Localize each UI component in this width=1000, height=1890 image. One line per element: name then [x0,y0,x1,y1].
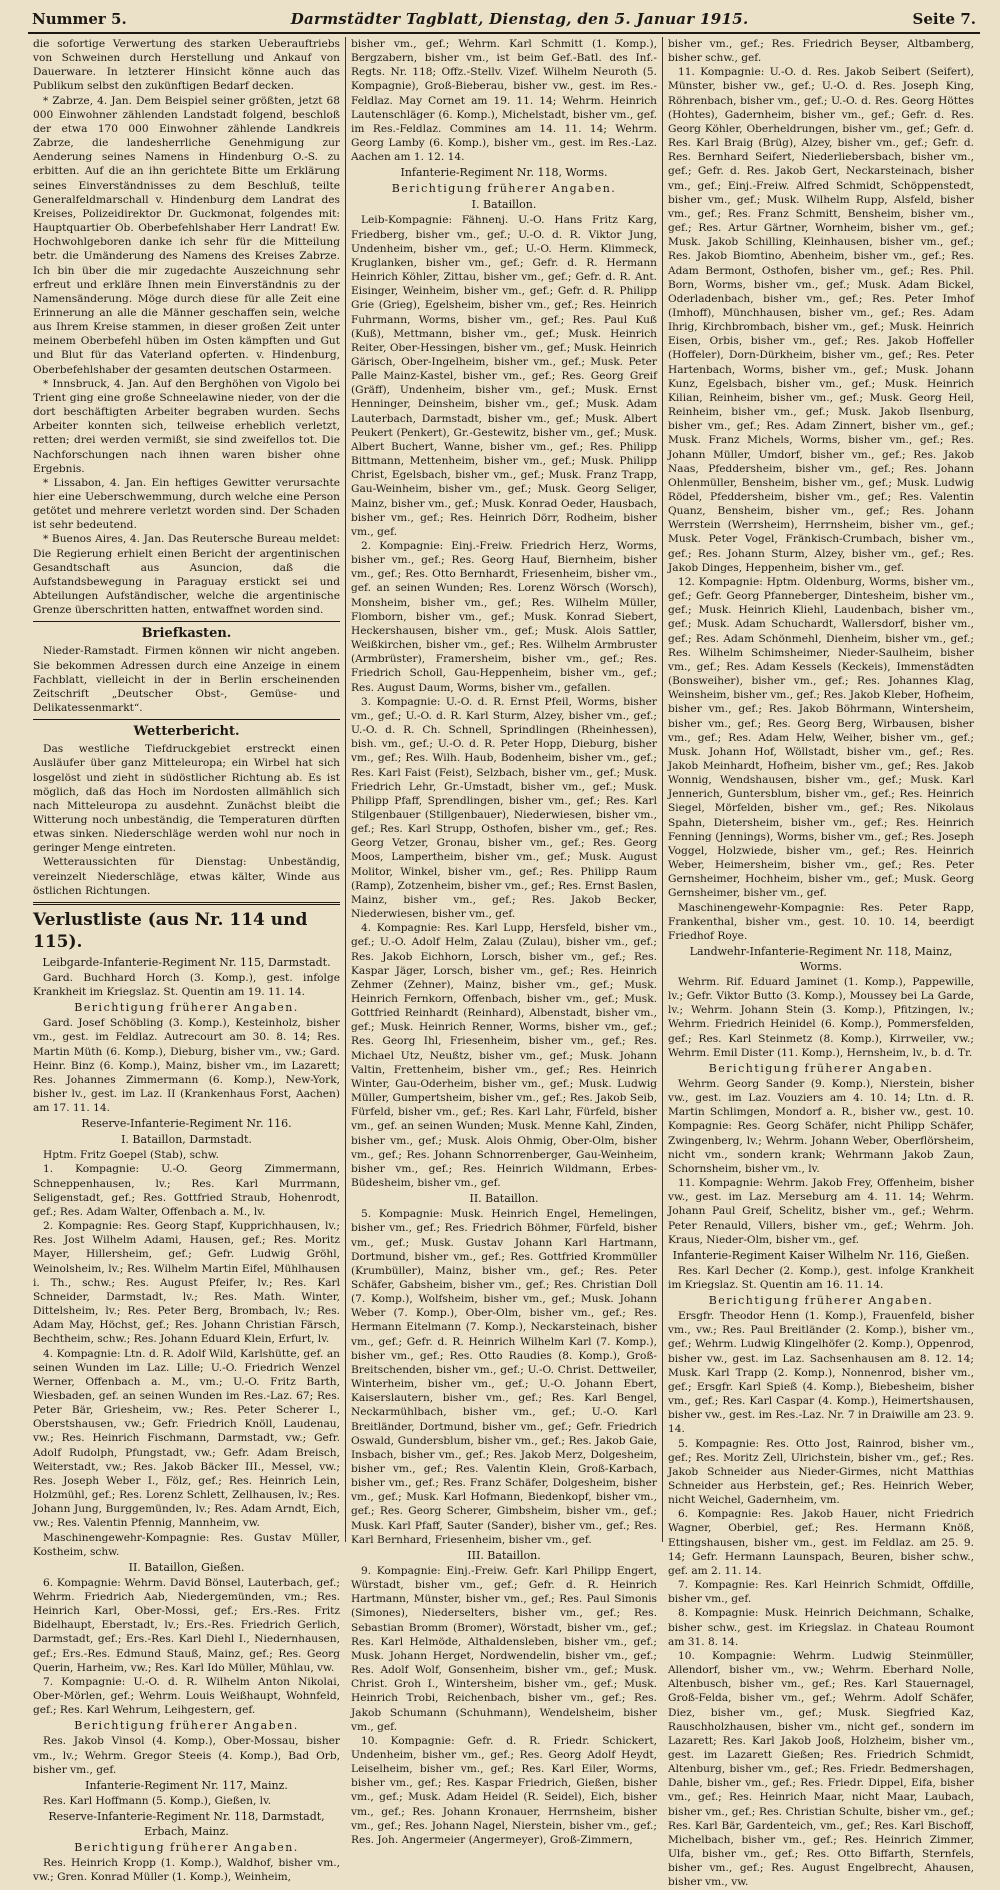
subheading: Berichtigung früherer Angaben. [708,1061,934,1075]
paragraph: Ersgfr. Theodor Henn (1. Komp.), Frauenfeld, bisher vm., vw.; Res. Paul Breitländer (2. Komp.), bisher vm., gef.; Wehrm. Ludwig Klingelhöfer (2. Komp.), Oppenrod, bisher vw., gest. im Laz. Sachsenhausen am 8. 12. 14; Musk. Karl Trapp (2. Komp.), Nonnenrod, bisher vm., gef.; Ersgfr. Karl Spieß (4. Komp.), Biebesheim, bisher vm., gef.; Res. Karl Caspar (4. Komp.), Heimertshausen, bisher vw., gest. im Res.-Laz. Nr. 7 in Draiwille am 23. 9. 14. [668,1310,974,1436]
paragraph: Gard. Josef Schöbling (3. Komp.), Kesteinholz, bisher vm., gest. im Feldlaz. Autrecourt am 30. 8. 14; Res. Martin Müth (6. Komp.), Dieburg, bisher vm., vw.; Gard. Heinr. Binz (6. Komp.), Mainz, bisher vm., im Lazarett; Res. Johannes Zimmermann (6. Komp.), New-York, bisher lv., gest. im Laz. II (Krankenhaus Forst, Aachen) am 17. 11. 14. [33,1017,340,1115]
unit-heading: Infanterie-Regiment Kaiser Wilhelm Nr. 116, Gießen. [672,1248,970,1262]
paragraph: Gard. Buchhard Horch (3. Komp.), gest. infolge Krankheit im Kriegslaz. St. Quentin am 19. 11. 14. [33,971,340,999]
paragraph: Leib-Kompagnie: Fähnenj. U.-O. Hans Fritz Karg, Friedberg, bisher vm., gef.; U.-O. d. R. Viktor Jung, Undenheim, bisher vm., gef.; U.-O. Herm. Klimmeck, Kruglanken, bisher vm., gef.; Gefr. d. R. Hermann Heinrich Köhler, Zittau, bisher vm., gef.; Gefr. d. R. Ant. Eisinger, Weinheim, bisher vm., gef.; Gefr. d. R. Philipp Grie (Grieg), Egelsheim, bisher vm., gef.; Res. Heinrich Fuhrmann, Worms, bisher vm., gef.; Res. Paul Kuß (Kuß), Mettmann, bisher vm., gef.; Musk. Heinrich Reiter, Ober-Hessingen, bisher vm., gef.; Musk. Heinrich Gärisch, Ober-Ingelheim, bisher vm., gef.; Musk. Peter Palle Mainz-Kastel, bisher vm., gef.; Res. Georg Greif (Gräff), Undenheim, bisher vm., gef.; Musk. Ernst Henninger, Deinsheim, bisher vm., gef.; Musk. Adam Lauterbach, Darmstadt, bisher vm., gef.; Musk. Albert Peukert (Penkert), Gr.-Gestewitz, bisher vm., gef.; Musk. Albert Buchert, Wanne, bisher vm., gef.; Res. Philipp Bittmann, Mettenheim, bisher vm., gef.; Musk. Philipp Christ, Egelsbach, bisher vm., gef.; Musk. Franz Trapp, Gau-Weinheim, bisher vm., gef.; Musk. Georg Seliger, Mainz, bisher vm., gef.; Musk. Konrad Oeder, Hausbach, bisher vm., gef.; Res. Heinrich Dörr, Rodheim, bisher vm., gef. [351,214,657,538]
paragraph: 1. Kompagnie: U.-O. Georg Zimmermann, Schneppenhausen, lv.; Res. Karl Murrmann, Seligenstadt, gef.; Res. Gottfried Straub, Hohenrodt, gef.; Res. Adam Walter, Offenbach a. M., lv. [33,1163,340,1218]
paragraph: 8. Kompagnie: Musk. Heinrich Deichmann, Schalke, bisher schw., gest. im Kriegslaz. in Chateau Roumont am 31. 8. 14. [668,1607,974,1648]
paragraph: * Innsbruck, 4. Jan. Auf den Berghöhen von Vigolo bei Trient ging eine große Schneelawine nieder, von der die dort beschäftigten Arbeiter begraben wurden. Sechs Arbeiter konnten sich, teilweise erheblich verletzt, retten; drei werden vermißt, sie sind zweifellos tot. Die Nachforschungen nach ihnen waren bisher ohne Ergebnis. [33,377,340,475]
paragraph: 12. Kompagnie: Hptm. Oldenburg, Worms, bisher vm., gef.; Gefr. Georg Pfanneberger, Dintesheim, bisher vm., gef.; Musk. Heinrich Kliehl, Laudenbach, bisher vm., gef.; Musk. Adam Schuchardt, Wallersdorf, bisher vm., gef.; Res. Adam Schönmehl, Dienheim, bisher vm., gef.; Res. Wilhelm Schimsheimer, Nieder-Saulheim, bisher vm., gef.; Res. Adam Kessels (Keckeis), Immenstädten (Bonsweiher), bisher vm., gef.; Res. Johannes Klag, Weinsheim, bisher vm., gef.; Res. Jakob Kleber, Hofheim, bisher vm., gef.; Res. Jakob Böhrmann, Wintersheim, bisher vm., gef.; Res. Georg Berg, Wirbausen, bisher vm., gef.; Res. Adam Helw, Weiher, bisher vm., gef.; Musk. Johann Hof, Wöllstadt, bisher vm., gef.; Res. Jakob Meinhardt, Hofheim, bisher vm., gef.; Res. Jakob Wonnig, Wendshausen, bisher vm., gef.; Musk. Karl Jennerich, Guntersblum, bisher vm., gef.; Res. Heinrich Siegel, Mörfelden, bisher vm., gef.; Res. Nikolaus Spahn, Dietersheim, bisher vm., gef.; Res. Heinrich Fenning (Jennings), Worms, bisher vm., gef.; Res. Joseph Voggel, Holzwiede, bisher vm., gef.; Res. Heinrich Weber, Heimersheim, bisher vm., gef.; Res. Peter Gernsheimer, Hochheim, bisher vm., gef.; Musk. Georg Gernsheimer, bisher vm., gef. [668,575,974,900]
paragraph: Res. Karl Hoffmann (5. Komp.), Gießen, lv. [43,1794,272,1807]
paragraph: 9. Kompagnie: Einj.-Freiw. Gefr. Karl Philipp Engert, Würstadt, bisher vm., gef.; Gefr. d. R. Heinrich Hartmann, Münster, bisher vm., gef.; Res. Paul Simonis (Simones), Niederselters, bisher vm., gef.; Res. Sebastian Bromm (Bromer), Wörstadt, bisher vm., gef.; Res. Karl Helmöde, Althaldensleben, bisher vm., gef.; Musk. Johann Herget, Nordwendelin, bisher vm., gef.; Res. Adolf Wolf, Gonsenheim, bisher vm., gef.; Musk. Christ. Groh I., Wintersheim, bisher vm., gef.; Musk. Heinrich Trobi, Reichenbach, bisher vm., gef.; Res. Jakob Schumann (Schuhmann), Wendelsheim, bisher vm., gef. [351,1564,657,1733]
paragraph: Maschinengewehr-Kompagnie: Res. Peter Rapp, Frankenthal, bisher vm., gest. 10. 10. 14, beerdigt Friedhof Roye. [668,901,974,942]
section-divider [33,902,340,905]
paragraph: 7. Kompagnie: Res. Karl Heinrich Schmidt, Offdille, bisher vm., gef. [668,1579,974,1606]
subheading: Berichtigung früherer Angaben. [391,182,617,196]
publication-title: Darmstädter Tagblatt, Dienstag, den 5. Januar 1915. [290,10,749,28]
subheading: Berichtigung früherer Angaben. [74,1841,299,1855]
section-divider [33,719,340,720]
paragraph: 7. Kompagnie: U.-O. d. R. Wilhelm Anton Nikolai, Ober-Mörlen, gef.; Wehrm. Louis Weißhaupt, Wohnfeld, gef.; Res. Karl Wehrum, Leihgestern, gef. [33,1675,340,1717]
section-heading: Wetterbericht. [133,724,240,740]
paragraph: 5. Kompagnie: Res. Otto Jost, Rainrod, bisher vm., gef.; Res. Moritz Zell, Ulrichstein, bisher vm., gef.; Res. Jakob Schneider aus Nieder-Girmes, nicht Matthias Schneider aus Herbstein, gef.; Res. Heinrich Weber, nicht Weichel, Gadernheim, vm. [668,1437,974,1507]
column-3 [662,37,979,1889]
paragraph: bisher vm., gef.; Wehrm. Karl Schmitt (1. Komp.), Bergzabern, bisher vm., ist beim Gef.-Batl. des Inf.-Regts. Nr. 118; Offz.-Stellv. Vizef. Wilhelm Neuroth (5. Kompagnie), Groß-Bieberau, bisher vw., gest. im Res.-Feldlaz. May Cornet am 19. 11. 14; Wehrm. Heinrich Lautenschläger (6. Komp.), Michelstadt, bisher vm., gef. im Res.-Feldlaz. Commines am 14. 11. 14; Wehrm. Georg Lamby (6. Komp.), bisher vm., gest. im Res.-Laz. Aachen am 1. 12. 14. [351,38,657,164]
unit-heading: Infanterie-Regiment Nr. 117, Mainz. [85,1778,288,1792]
subheading: Berichtigung früherer Angaben. [74,1001,299,1015]
paragraph: 10. Kompagnie: Gefr. d. R. Friedr. Schickert, Undenheim, bisher vm., gef.; Res. Georg Adolf Heydt, Leiselheim, bisher vm., gef.; Res. Karl Eiler, Worms, bisher vm., gef.; Res. Kaspar Friedrich, Gießen, bisher vm., gef.; Musk. Adam Heidel (R. Seidel), Eich, bisher vm., gef.; Res. Johann Kronauer, Herrnsheim, bisher vm., gef.; Res. Johann Nagel, Nierstein, bisher vm., gef.; Res. Joh. Angermeier (Angermeyer), Groß-Zimmern, [351,1734,657,1846]
unit-heading: Infanterie-Regiment Nr. 118, Worms. [400,166,608,180]
paragraph: Hptm. Fritz Goepel (Stab), schw. [43,1149,219,1162]
paragraph: * Zabrze, 4. Jan. Dem Beispiel seiner größten, jetzt 68 000 Einwohner zählenden Landstadt folgend, beschloß der etwa 170 000 Einwohner zählende Landkreis Zabrze, die landesherrliche Genehmigung zur Aenderung seines Namens in Hindenburg O.-S. zu erbitten. Auf die an ihn gerichtete Bitte um Erklärung seines Einverständnisses zu dem Beschluß, teilte Generalfeldmarschall v. Hindenburg dem Landrat des Kreises, Polizeidirektor Dr. Guckmonat, folgendes mit: Hauptquartier Ob. Oberbefehlshaber Herr Landrat! Ew. Hochwohlgeboren danke ich sehr für die Mitteilung betr. die Umänderung des Namens des Kreises Zabrze. Ich bin über die mir zugedachte Auszeichnung sehr erfreut und erkläre Ihnen mein Einverständnis zu der Namensänderung. Möge durch diese für alle Zeit eine Erinnerung an alle die Männer geschaffen sein, welche aus Ihrem Kreise stammen, in dieser großen Zeit unter meinem Oberbefehl hüben im Osten kämpften und Gut und Blut für das Vaterland opferten. v. Hindenburg, Oberbefehlshaber der gesamten deutschen Ostarmeen. [33,94,340,376]
paragraph: Wehrm. Rif. Eduard Jaminet (1. Komp.), Pappewille, lv.; Gefr. Viktor Butto (3. Komp.), Moussey bei La Garde, lv.; Wehrm. Johann Stein (3. Komp.), Pfitzingen, lv.; Wehrm. Friedrich Heinidel (6. Komp.), Pommersfelden, gef.; Res. Karl Steinmetz (8. Komp.), Kirrweiler, vw.; Wehrm. Emil Dister (11. Komp.), Hernsheim, lv., b. d. Tr. [668,976,974,1059]
paragraph: Maschinengewehr-Kompagnie: Res. Gustav Müller, Kostheim, schw. [33,1531,340,1558]
paragraph: 11. Kompagnie: Wehrm. Jakob Frey, Offenheim, bisher vw., gest. im Laz. Merseburg am 4. 11. 14; Wehrm. Johann Paul Greif, Schelitz, bisher vm., gef.; Wehrm. Peter Renauld, Villers, bisher vm., gef.; Wehrm. Joh. Kraus, Nieder-Olm, bisher vm., gef. [668,1177,974,1246]
paragraph: Nieder-Ramstadt. Firmen können wir nicht angeben. Sie bekommen Adressen durch eine Anzeige in einem Fachblatt, vielleicht in der in Berlin erscheinenden Zeitschrift „Deutscher Obst-, Gemüse- und Delikatessenmarkt“. [33,645,340,715]
column-2 [345,37,662,1846]
unit-heading: III. Bataillon. [467,1548,541,1562]
paragraph: 11. Kompagnie: U.-O. d. Res. Jakob Seibert (Seifert), Münster, bisher vw., gef.; U.-O. d. Res. Joseph King, Röhrenbach, bisher vm., gef.; U.-O. d. Res. Georg Höttes (Hohtes), Gadernheim, bisher vm., gef.; Gefr. d. Res. Georg Köhler, Oberheldrungen, bisher vm., gef.; Gefr. d. Res. Karl Braig (Brüg), Alzey, bisher vm., gef.; Gefr. d. Res. Bernhard Seifert, Niederliebersbach, bisher vm., gef.; Gefr. d. Res. Jakob Gert, Neckarsteinach, bisher vm., gef.; Einj.-Freiw. Alfred Schmidt, Schöppenstedt, bisher vm., gef.; Musk. Wilhelm Rupp, Alsfeld, bisher vm., gef.; Res. Franz Schmitt, Bensheim, bisher vm., gef.; Res. Artur Gärtner, Wornheim, bisher vm., gef.; Musk. Jakob Schilling, Kleinhausen, bisher vm., gef.; Res. Jakob Biomtino, Abenheim, bisher vm., gef.; Res. Adam Bermont, Osthofen, bisher vm., gef.; Res. Phil. Born, Worms, bisher vm., gef.; Musk. Adam Bickel, Oderladenbach, bisher vm., gef.; Res. Peter Imhof (Imhoff), Münchhausen, bisher vm., gef.; Res. Adam Ihrig, Kirchbrombach, bisher vm., gef.; Musk. Heinrich Eisen, Orbis, bisher vm., gef.; Res. Jakob Hoffeller (Hoffeler), Dorn-Dürkheim, bisher vm., gef.; Res. Peter Hartenbach, Worms, bisher vm., gef.; Musk. Johann Kunz, Egelsbach, bisher vm., gef.; Musk. Heinrich Kilian, Reinheim, bisher vm., gef.; Musk. Georg Heil, Reinheim, bisher vm., gef.; Musk. Jakob Ilsenburg, bisher vm., gef.; Res. Adam Zinnert, bisher vm., gef.; Musk. Franz Michels, Worms, bisher vm., gef.; Res. Johann Müller, Umdorf, bisher vm., gef.; Res. Jakob Naas, Pfeddersheim, bisher vm., gef.; Res. Johann Ohlenmüller, Bensheim, bisher vm., gef.; Musk. Ludwig Rödel, Pfeddersheim, bisher vm., gef.; Res. Valentin Quanz, Bensheim, bisher vm., gef.; Res. Johann Werrstein (Werrsheim), Herrnsheim, bisher vm., gef.; Musk. Peter Vogel, Fränkisch-Crumbach, bisher vm., gef.; Res. Johann Sturm, Alzey, bisher vm., gef.; Res. Jakob Dinges, Heppenheim, bisher vm., gef. [668,66,974,574]
paragraph: Res. Jakob Vinsol (4. Komp.), Ober-Mossau, bisher vm., lv.; Wehrm. Gregor Steeis (4. Komp.), Bad Orb, bisher vm., gef. [33,1735,340,1776]
section-heading: Briefkasten. [141,626,232,642]
paragraph: 5. Kompagnie: Musk. Heinrich Engel, Hemelingen, bisher vm., gef.; Res. Friedrich Böhmer, Fürfeld, bisher vm., gef.; Musk. Gustav Johann Karl Hartmann, Dortmund, bisher vm., gef.; Res. Gottfried Krommüller (Krumbüller), Mainz, bisher vm., gef.; Res. Peter Schäfer, Gabsheim, bisher vm., gef.; Res. Christian Doll (7. Komp.), Wolfsheim, bisher vm., gef.; Musk. Johann Weber (7. Komp.), Ober-Olm, bisher vm., gef.; Res. Hermann Eitelmann (7. Komp.), Neckarsteinach, bisher vm., gef.; Gefr. d. R. Heinrich Wilhelm Karl (7. Komp.), bisher vm., gef.; Res. Otto Raudies (8. Komp.), Groß-Breitschenden, bisher vm., gef.; U.-O. Christ. Dettweiler, Winterheim, bisher vm., gef.; U.-O. Johann Ebert, Kaiserslautern, bisher vm., gef.; Res. Karl Bengel, Neckarmühlbach, bisher vm., gef.; U.-O. Karl Breitländer, Dortmund, bisher vm., gef.; Gefr. Friedrich Oswald, Gundersblum, bisher vm., gef.; Res. Jakob Gaie, Insbach, bisher vm., gef.; Res. Jakob Merz, Dolgesheim, bisher vm., gef.; Res. Valentin Klein, Groß-Karbach, bisher vm., gef.; Res. Franz Schäfer, Dolgesheim, bisher vm., gef.; Musk. Karl Hofmann, Biedenkopf, bisher vm., gef.; Res. Georg Scherer, Gimbsheim, bisher vm., gef.; Musk. Karl Pfaff, Sauter (Sander), bisher vm., gef.; Res. Karl Bernhard, Friesenheim, bisher vm., gef. [351,1208,657,1546]
page-header [28,8,980,34]
subheading: Berichtigung früherer Angaben. [708,1294,934,1308]
paragraph: 6. Kompagnie: Wehrm. David Bönsel, Lauterbach, gef.; Wehrm. Friedrich Aab, Niedergemünden, vm.; Res. Heinrich Karl, Ober-Mossi, gef.; Ers.-Res. Fritz Bidelhaupt, Eberstadt, lv.; Ers.-Res. Friedrich Gerlich, Darmstadt, gef.; Ers.-Res. Karl Diehl I., Niedernhausen, gef.; Ers.-Res. Edmund Stauß, Mainz, gef.; Res. Georg Querin, Harheim, vw.; Res. Karl Ido Müller, Mühlau, vw. [33,1576,340,1674]
paragraph: bisher vm., gef.; Res. Friedrich Beyser, Altbamberg, bisher schw., gef. [668,38,974,65]
paragraph: Wehrm. Georg Sander (9. Komp.), Nierstein, bisher vw., gest. im Laz. Vouziers am 4. 10. 14; Ltn. d. R. Martin Schlimgen, Mondorf a. R., bisher vw., gest. 10. Kompagnie: Res. Georg Schäfer, nicht Philipp Schäfer, Zwingenberg, lv.; Wehrm. Johann Weber, Oberflörsheim, nicht vm., sondern krank; Wehrmann Jakob Zaun, Schornsheim, bisher vm., lv. [668,1077,974,1175]
unit-heading: I. Bataillon, Darmstadt. [121,1133,252,1147]
paragraph: Wetteraussichten für Dienstag: Unbeständig, vereinzelt Niederschläge, etwas kälter, Winde aus östlichen Richtungen. [33,856,340,897]
paragraph: * Lissabon, 4. Jan. Ein heftiges Gewitter verursachte hier eine Ueberschwemmung, durch welche eine Person getötet und mehrere verletzt worden sind. Der Schaden ist sehr bedeutend. [33,476,340,532]
paragraph: 2. Kompagnie: Res. Georg Stapf, Kupprichhausen, lv.; Res. Jost Wilhelm Adami, Hausen, gef.; Res. Moritz Mayer, Hillersheim, gef.; Gefr. Ludwig Gröhl, Weinolsheim, lv.; Res. Wilhelm Martin Eifel, Mühlhausen i. Th., schw.; Res. August Pfeifer, lv.; Res. Karl Schneider, Darmstadt, lv.; Res. Math. Winter, Dittelsheim, lv.; Res. Peter Berg, Brombach, lv.; Res. Adam May, Höchst, gef.; Res. Johann Christian Färsch, Bechtheim, schw.; Res. Johann Eduard Klein, Erfurt, lv. [33,1220,340,1346]
paragraph: 3. Kompagnie: U.-O. d. R. Ernst Pfeil, Worms, bisher vm., gef.; U.-O. d. R. Karl Sturm, Alzey, bisher vm., gef.; U.-O. d. R. Ch. Schnell, Sprindlingen (Rheinhessen), bish. vm., gef.; U.-O. d. R. Peter Hopp, Dieburg, bisher vm., gef.; Res. Wilh. Haub, Bodenheim, bisher vm., gef.; Res. Karl Faist (Feist), Selzbach, bisher vm., gef.; Musk. Friedrich Lehr, Gr.-Umstadt, bisher vm., gef.; Musk. Philipp Pfaff, Sprendlingen, bisher vm., gef.; Res. Karl Stilgenbauer (Stillgenbauer), Niederwiesen, bisher vm., gef.; Res. Karl Strupp, Osthofen, bisher vm., gef.; Res. Georg Vetzer, Gronau, bisher vm., gef.; Res. Georg Moos, Lampertheim, bisher vm., gef.; Musk. August Molitor, Winkel, bisher vm., gef.; Res. Philipp Raum (Ramp), Zotzenheim, bisher vm., gef.; Res. Ernst Baslen, Mainz, bisher vm., gef.; Res. Jakob Becker, Niederwiesen, bisher vm., gef. [351,695,657,921]
column-1 [28,37,345,1884]
paragraph: Res. Heinrich Kropp (1. Komp.), Waldhof, bisher vm., vw.; Gren. Konrad Müller (1. Komp.), Weinheim, [33,1857,340,1884]
paragraph: die sofortige Verwertung des starken Ueberauftriebs von Schweinen durch Herstellung und Ankauf von Dauerware. In letzterer Hinsicht könne auch das Publikum selbst den zukünftigen Bedarf decken. [33,38,340,93]
paragraph: 6. Kompagnie: Res. Jakob Hauer, nicht Friedrich Wagner, Oberbiel, gef.; Res. Hermann Knöß, Ettingshausen, bisher vm., gest. im Feldlaz. am 25. 9. 14; Gefr. Hermann Launspach, Beuren, bisher schw., gef. am 2. 11. 14. [668,1508,974,1577]
section-heading: Verlustliste (aus Nr. 114 und 115). [33,909,308,952]
unit-heading: I. Bataillon. [471,198,537,212]
text-columns [28,37,980,1889]
page-number: Seite 7. [912,10,976,28]
paragraph: 10. Kompagnie: Wehrm. Ludwig Steinmüller, Allendorf, bisher vm., vw.; Wehrm. Eberhard Nolle, Altenbusch, bisher vm., gef.; Res. Karl Stauernagel, Groß-Felda, bisher vm., gef.; Wehrm. Adolf Schäfer, Diez, bisher vm., gef.; Musk. Siegfried Kaz, Rauschholzhausen, bisher vm., nicht gef., sondern im Lazarett; Res. Karl Jakob Jooß, Holzheim, bisher vm., gest. im Lazarett Gießen; Res. Friedrich Schmidt, Altenburg, bisher vm., gef.; Res. Friedr. Bedmershagen, Dahle, bisher vm., gef.; Res. Friedr. Dippel, Eifa, bisher vm., gef.; Res. Heinrich Maar, nicht Maar, Laubach, bisher vm., gef.; Res. Christian Schulte, bisher vm., gef.; Res. Karl Bär, Gardenteich, vm., gef.; Res. Karl Bischoff, Michelbach, bisher vm., gef.; Res. Heinrich Zimmer, Ulfa, bisher vm., gef.; Res. Otto Biffarth, Sternfels, bisher vm., gef.; Res. August Engelbrecht, Ahausen, bisher vm., vw. [668,1649,974,1889]
section-divider [33,621,340,622]
unit-heading: Reserve-Infanterie-Regiment Nr. 116. [81,1117,292,1131]
paragraph: Das westliche Tiefdruckgebiet erstreckt einen Ausläufer über ganz Mitteleuropa; ein Wirbel hat sich losgelöst und zieht in südöstlicher Richtung ab. Es ist möglich, daß das Hoch im Nordosten allmählich sich nach Mitteleuropa zu ausdehnt. Zunächst bleibt die Witterung noch unbeständig, die Temperaturen dürften etwas sinken. Niederschläge werden wohl nur noch in geringer Menge eintreten. [33,743,340,855]
paragraph: * Buenos Aires, 4. Jan. Das Reutersche Bureau meldet: Die Regierung erhielt einen Bericht der argentinischen Gesandtschaft aus Asuncion, daß die Aufstandsbewegung in Paraguay erstickt sei und Abteilungen Aufständischer, welche die argentinische Grenze überschritten hatten, entwaffnet worden sind. [33,533,340,617]
unit-heading: II. Bataillon, Gießen. [128,1560,245,1574]
paragraph: Res. Karl Decher (2. Komp.), gest. infolge Krankheit im Kriegslaz. St. Quentin am 16. 11. 14. [668,1264,974,1291]
paragraph: 4. Kompagnie: Ltn. d. R. Adolf Wild, Karlshütte, gef. an seinen Wunden im Laz. Lille; U.-O. Friedrich Wenzel Werner, Offenbach a. M., vm.; U.-O. Fritz Barth, Wiesbaden, gef. an seinen Wunden im Res.-Laz. 67; Res. Peter Bär, Griesheim, vw.; Res. Peter Scherer I., Oberstshausen, vw.; Gefr. Friedrich Knöll, Laudenau, vw.; Res. Heinrich Fischmann, Darmstadt, vw.; Gefr. Adolf Rudolph, Pfungstadt, vw.; Gefr. Adam Breisch, Weiterstadt, vw.; Res. Jakob Bäcker III., Messel, vw.; Res. Joseph Weber I., Fölz, gef.; Res. Heinrich Lein, Holzmühl, gef.; Res. Lorenz Schlett, Zellhausen, lv.; Res. Johann Jung, Burggemünden, lv.; Res. Adam Arndt, Eich, vw.; Res. Valentin Pfennig, Mannheim, vw. [33,1347,340,1530]
unit-heading: II. Bataillon. [469,1192,539,1206]
paragraph: 2. Kompagnie: Einj.-Freiw. Friedrich Herz, Worms, bisher vm., gef.; Res. Georg Hauf, Biernheim, bisher vm., gef.; Res. Otto Bernhardt, Friesenheim, bisher vm., gef. an seinen Wunden; Res. Lorenz Wörsch (Worsch), Monsheim, bisher vm., gef.; Res. Wilhelm Müller, Flomborn, bisher vm., gef.; Musk. Konrad Siebert, Heckershausen, bisher vm., gef.; Musk. Alois Sattler, Weißkirchen, bisher vm., gef.; Res. Wilhelm Armbruster (Armbrüster), Framersheim, bisher vm., gef.; Res. Friedrich Scholl, Gau-Heppenheim, bisher vm., gef.; Res. August Daum, Worms, bisher vm., gefallen. [351,540,657,694]
paragraph: 4. Kompagnie: Res. Karl Lupp, Hersfeld, bisher vm., gef.; U.-O. Adolf Helm, Zalau (Zulau), bisher vm., gef.; Res. Jakob Eichhorn, Lorsch, bisher vm., gef.; Res. Kaspar Jäger, Lorsch, bisher vm., gef.; Res. Heinrich Zehmer (Zehner), Mainz, bisher vm., gef.; Musk. Heinrich Fernkorn, Offenbach, bisher vm., gef.; Musk. Gottfried Reinhardt (Reinhard), Albenstadt, bisher vm., gef.; Musk. Heinrich Renner, Worms, bisher vm., gef.; Res. Georg Ihl, Friesenheim, bisher vm., gef.; Res. Michael Utz, Neußtz, bisher vm., gef.; Musk. Johann Valtin, Frettenheim, bisher vm., gef.; Res. Heinrich Winter, Gau-Oderheim, bisher vm., gef.; Musk. Ludwig Müller, Gumpertsheim, bisher vm., gef.; Res. Jakob Seib, Fürfeld, bisher vm., gef.; Res. Karl Lahr, Fürfeld, bisher vm., gef. an seinen Wunden; Musk. Menne Kahl, Zinden, bisher vm., gef.; Musk. Alois Ohmig, Ober-Olm, bisher vm., gef.; Res. Johann Schnorrenberger, Gau-Weinheim, bisher vm., gef.; Res. Heinrich Wildmann, Erbes-Büdesheim, bisher vm., gef. [351,922,657,1190]
unit-heading: Leibgarde-Infanterie-Regiment Nr. 115, Darmstadt. [42,955,331,969]
unit-heading: Reserve-Infanterie-Regiment Nr. 118, Darmstadt, Erbach, Mainz. [48,1810,325,1839]
unit-heading: Landwehr-Infanterie-Regiment Nr. 118, Mainz, Worms. [689,945,953,973]
subheading: Berichtigung früherer Angaben. [74,1719,299,1733]
issue-number: Nummer 5. [32,10,127,28]
